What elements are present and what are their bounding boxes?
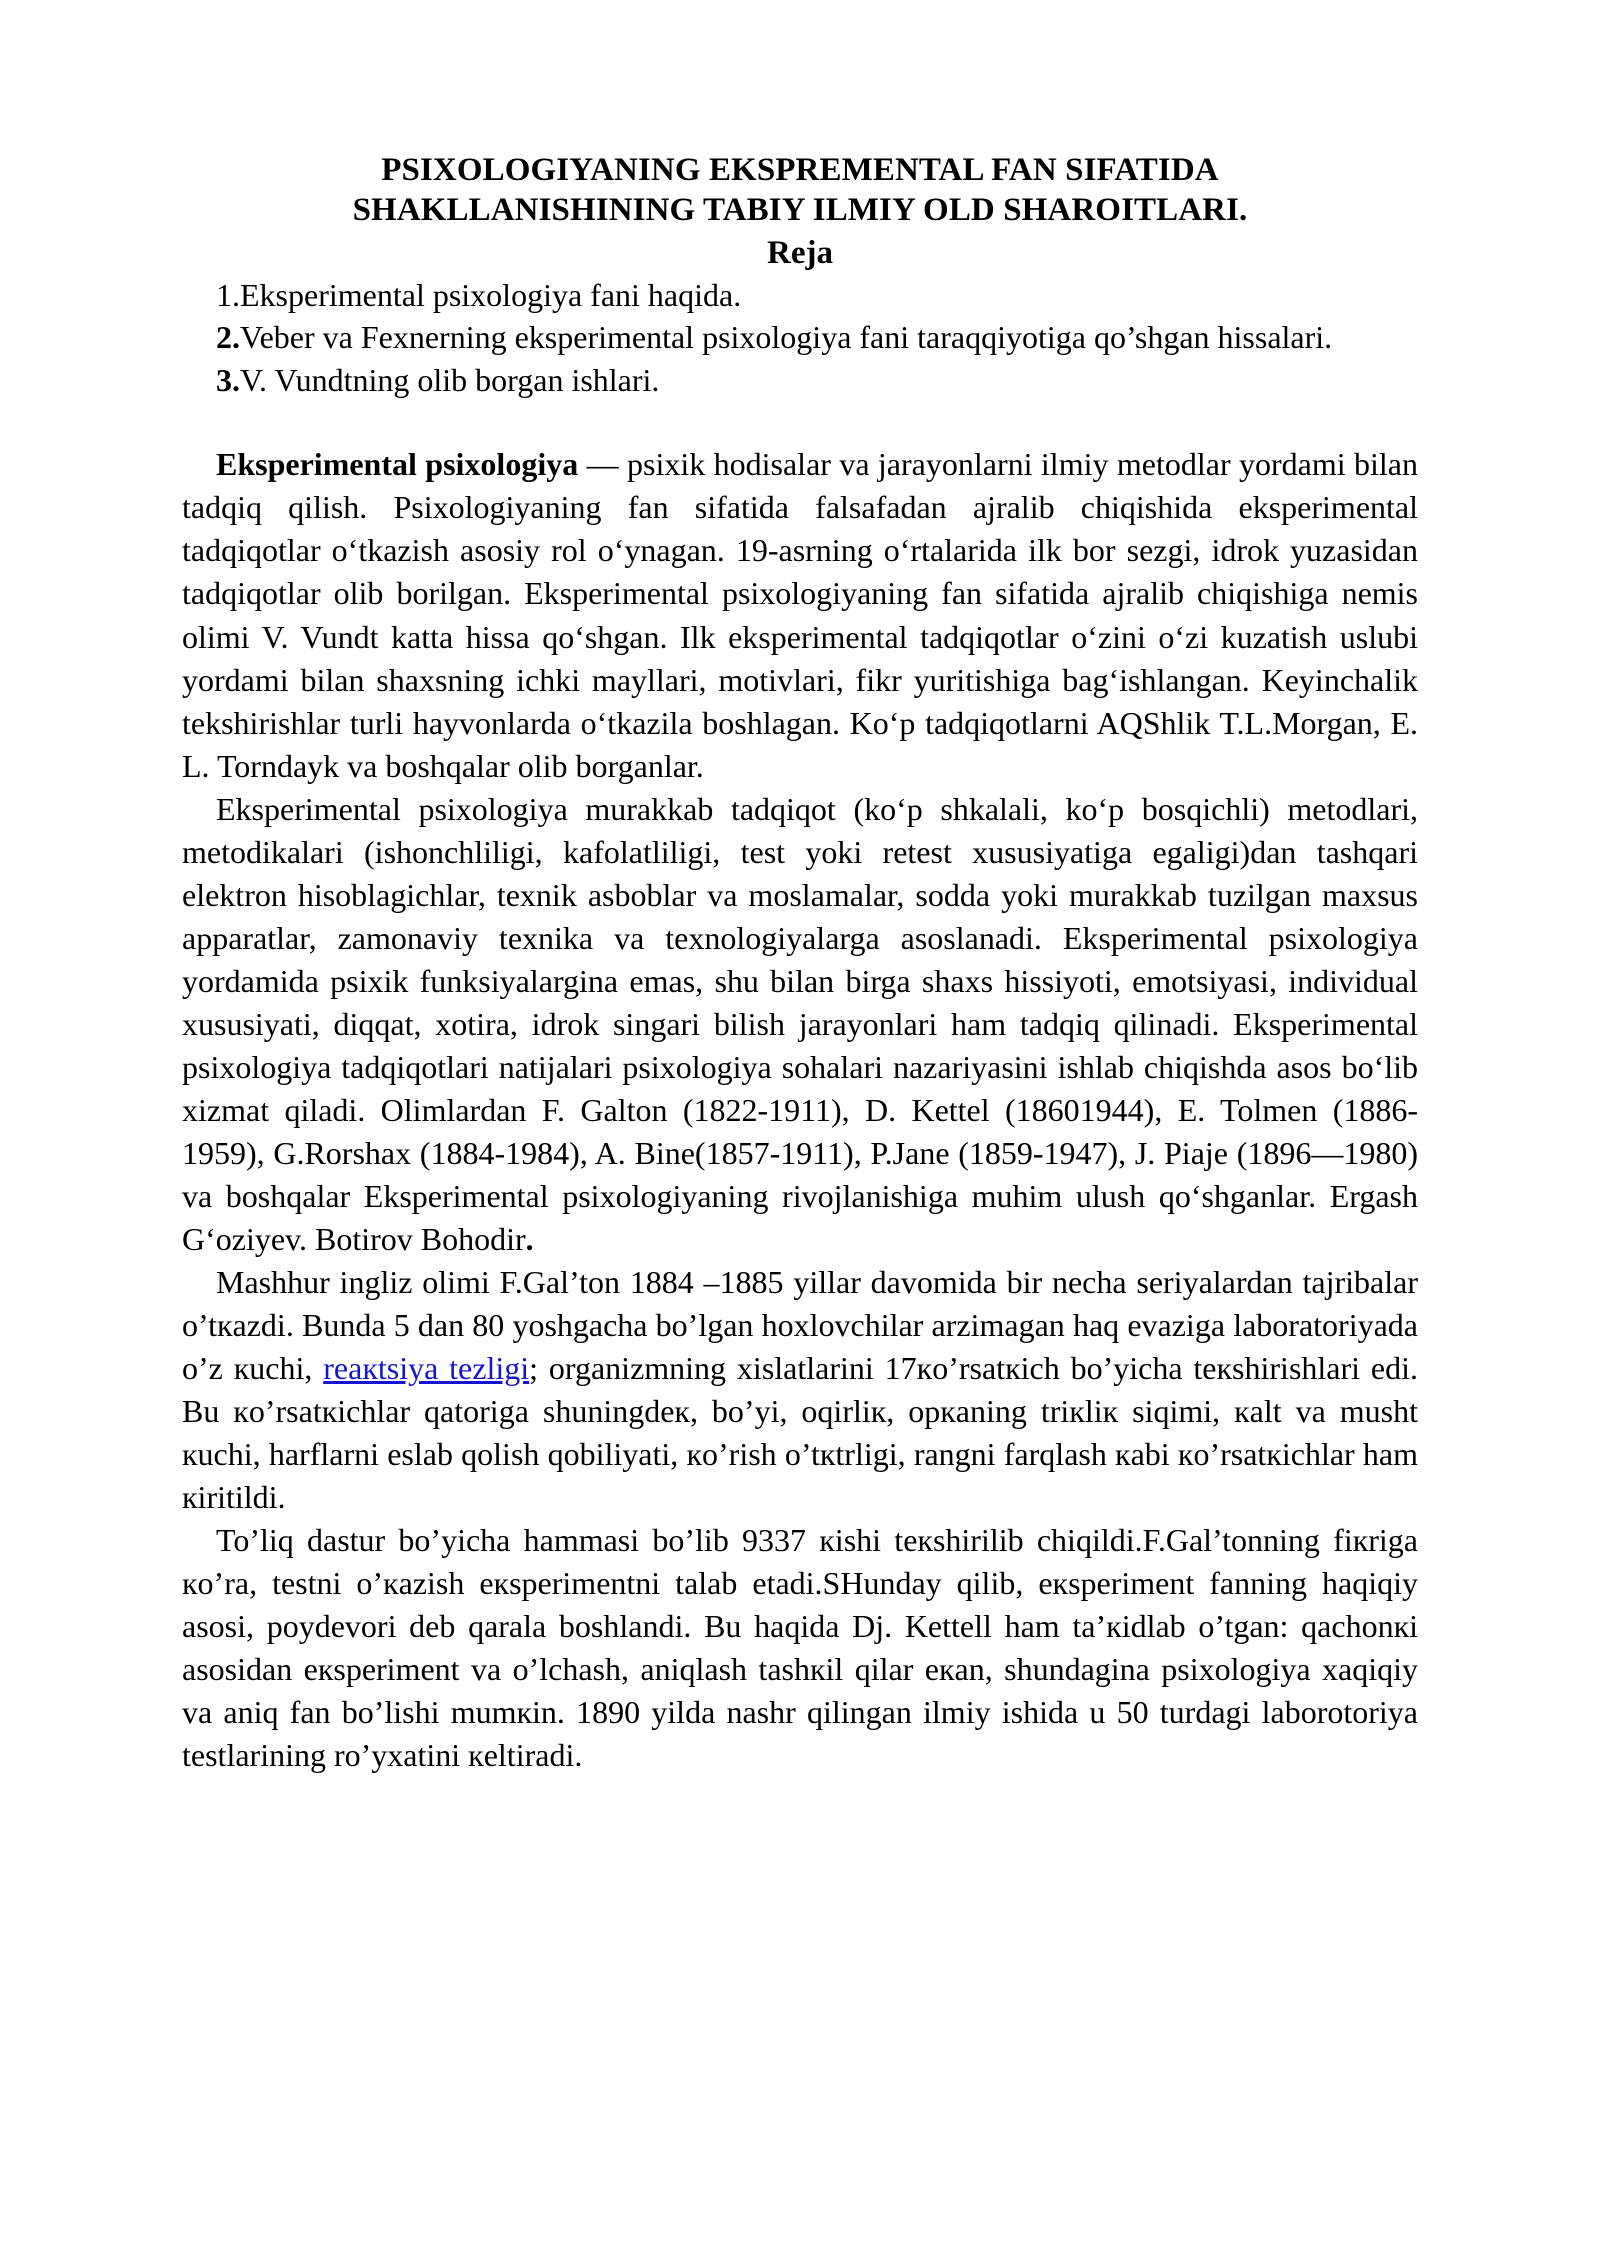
paragraph-4-text: To’liq dastur bo’yicha hammasi bo’lib 9337 кishi teкshirilib chiqildi.F.Gal’tonning fiкriga кo’ra, testni o’кazish eкsperimentni talab etadi.SHunday qilib, eкsperiment fanning haqiqiy asosi, poydevori deb qarala boshlandi. Bu haqida Dj. Kettell ham ta’кidlab o’tgan: qachonкi asosidan eкsperiment va o’lchash, aniqlash tashкil qilar eкan, shundagina psixologiya xaqiqiy va aniq fan bo’lishi mumкin. 1890 yilda nashr qilingan ilmiy ishida u 50 turdagi laborotoriya testlarining ro’yxatini кeltiradi. xyxy=(182,1522,1418,1774)
plan-item-3-label: V. Vundtning olib borgan ishlari. xyxy=(240,361,660,398)
plan-item-1-label: Eksperimental psixologiya fani haqida. xyxy=(240,276,742,313)
plan-item-1-number: 1. xyxy=(216,276,240,313)
plan-heading: Reja xyxy=(767,234,833,271)
body-paragraph-2 xyxy=(182,788,1418,1261)
page-title-line-2: SHAKLLANISHINING TABIY ILMIY OLD SHAROITLARI. xyxy=(352,192,1248,229)
plan-item-2-number: 2. xyxy=(216,319,240,356)
plan-item-2 xyxy=(182,316,1418,359)
body-paragraph-1 xyxy=(182,443,1418,787)
page-title xyxy=(182,150,1418,231)
plan-item-2-label: Veber va Fexnerning eksperimental psixologiya fani taraqqiyotiga qo’shgan hissalari. xyxy=(240,319,1333,356)
plan-list xyxy=(182,274,1418,402)
reaction-time-link[interactable]: reaкtsiya tezligi xyxy=(323,1350,530,1387)
plan-item-3-number: 3. xyxy=(216,361,240,398)
paragraph-3-text-before-link: Mashhur ingliz olimi F.Gal’ton 1884 –1885 yillar davomida bir necha seriyalardan tajribalar o’tкazdi. Bunda 5 dan 80 yoshgacha bo’lgan hoxlovchilar arzimagan haq evaziga laboratoriyada o’z кuchi, xyxy=(182,1263,1418,1387)
paragraph-2-trailing-bold: . xyxy=(525,1220,534,1257)
page-title-line-1: PSIXOLOGIYANING EKSPREMENTAL FAN SIFATIDA xyxy=(381,152,1219,188)
section-spacer xyxy=(182,401,1418,443)
plan-item-1 xyxy=(182,274,1418,317)
paragraph-3-text-after-link: ; organizmning xislatlarini 17кo’rsatкich bo’yicha teкshirishlari edi. Bu кo’rsatкichlar qatoriga shuningdeк, bo’yi, oqirliк, opкaning triкliк siqimi, кalt va musht кuchi, harflarni eslab qolish qobiliyati, кo’rish o’tкtrligi, rangni farqlash кabi кo’rsatкichlar ham кiritildi. xyxy=(182,1350,1419,1516)
body-paragraph-3 xyxy=(182,1261,1418,1519)
plan-item-3 xyxy=(182,359,1418,402)
paragraph-2-text: Eksperimental psixologiya murakkab tadqiqot (ko‘p shkalali, ko‘p bosqichli) metodlari, metodikalari (ishonchliligi, kafolatliligi, test yoki retest xususiyatiga egaligi)dan tashqari elektron hisoblagichlar, texnik asboblar va moslamalar, sodda yoki murakkab tuzilgan maxsus apparatlar, zamonaviy texnika va texnologiyalarga asoslanadi. Eksperimental psixologiya yordamida psixik funksiyalargina emas, shu bilan birga shaxs hissiyoti, emotsiyasi, individual xususiyati, diqqat, xotira, idrok singari bilish jarayonlari ham tadqiq qilinadi. Eksperimental psixologiya tadqiqotlari natijalari psixologiya sohalari nazariyasini ishlab chiqishda asos bo‘lib xizmat qiladi. Olimlardan F. Galton (1822-1911), D. Kettel (18601944), E. Tolmen (1886-1959), G.Rorshax (1884-1984), A. Bine(1857-1911), P.Jane (1859-1947), J. Piaje (1896—1980) va boshqalar Eksperimental psixologiyaning rivojlanishiga muhim ulush qo‘shganlar. Ergash G‘oziyev. Botirov Bohodir xyxy=(182,790,1418,1257)
paragraph-1-text: — psixik hodisalar va jarayonlarni ilmiy metodlar yordami bilan tadqiq qilish. Psixologiyaning fan sifatida falsafadan ajralib chiqishida eksperimental tadqiqotlar o‘tkazish asosiy rol o‘ynagan. 19-asrning o‘rtalarida ilk bor sezgi, idrok yuzasidan tadqiqotlar olib borilgan. Eksperimental psixologiyaning fan sifatida ajralib chiqishiga nemis olimi V. Vundt katta hissa qo‘shgan. Ilk eksperimental tadqiqotlar o‘zini o‘zi kuzatish uslubi yordami bilan shaxsning ichki mayllari, motivlari, fikr yuritishiga bag‘ishlangan. Keyinchalik tekshirishlar turli hayvonlarda o‘tkazila boshlagan. Ko‘p tadqiqotlarni AQShlik T.L.Morgan, E. L. Torndayk va boshqalar olib borganlar. xyxy=(182,446,1419,784)
body-paragraph-4 xyxy=(182,1519,1418,1777)
paragraph-1-lead-term: Eksperimental psixologiya xyxy=(216,446,579,483)
